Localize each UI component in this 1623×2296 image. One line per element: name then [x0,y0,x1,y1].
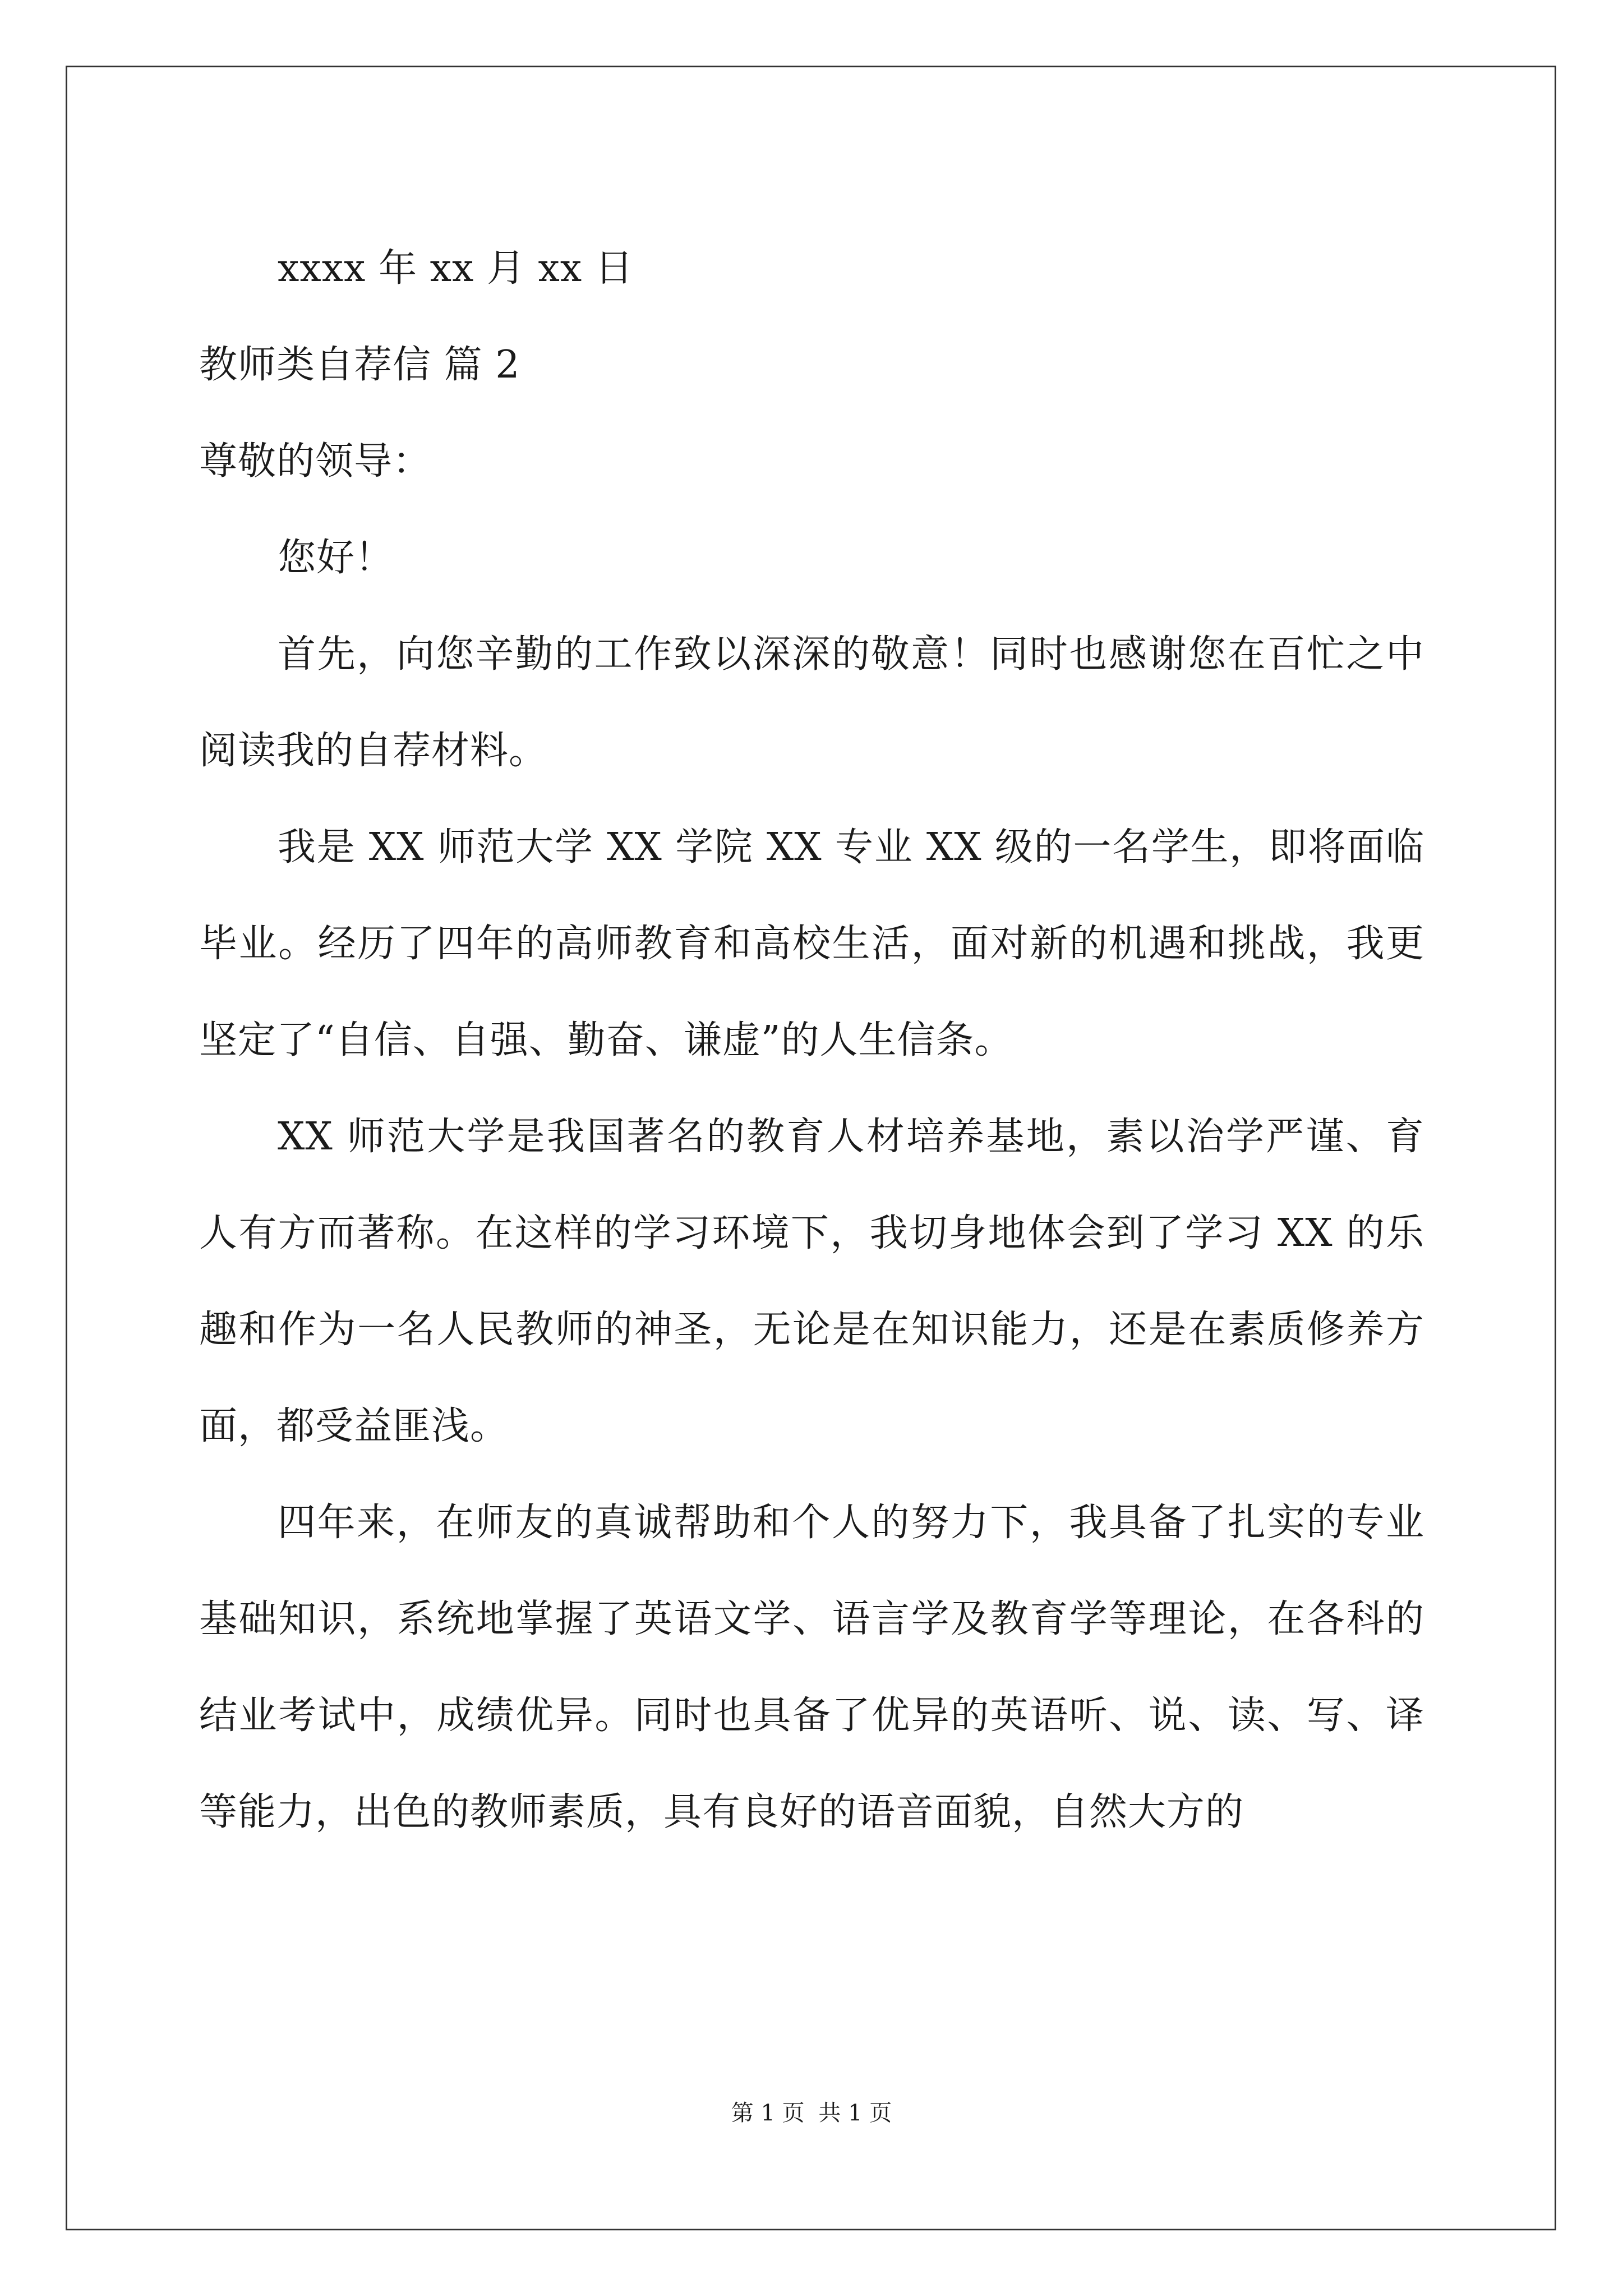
paragraph-2: 我是 XX 师范大学 XX 学院 XX 专业 XX 级的一名学生，即将面临毕业。经历了四年的高师教育和高校生活，面对新的机遇和挑战，我更坚定了“自信、自强、勤奋、谦虚”的人生信条。 [199,825,1424,1062]
document-body [199,220,1424,1861]
paragraph-3: XX 师范大学是我国著名的教育人材培养基地，素以治学严谨、育人有方而著称。在这样的学习环境下，我切身地体会到了学习 XX 的乐趣和作为一名人民教师的神圣，无论是在知识能力，还是在素质修养方面，都受益匪浅。 [199,1115,1424,1448]
paragraph-1: 首先，向您辛勤的工作致以深深的敬意！同时也感谢您在百忙之中阅读我的自荐材料。 [199,632,1424,773]
salutation: 尊敬的领导： [199,439,432,484]
section-title: 教师类自荐信 篇 2 [199,343,520,387]
date-line: xxxx 年 xx 月 xx 日 [278,246,634,291]
greeting: 您好！ [278,536,394,580]
page-footer [0,2096,1623,2130]
page-number-current: 第 1 页 [731,2100,805,2126]
paragraph-4: 四年来，在师友的真诚帮助和个人的努力下，我具备了扎实的专业基础知识，系统地掌握了英语文学、语言学及教育学等理论，在各科的结业考试中，成绩优异。同时也具备了优异的英语听、说、读、写、译等能力，出色的教师素质，具有良好的语音面貌，自然大方的 [199,1501,1424,1834]
page-number-total: 共 1 页 [818,2100,892,2126]
